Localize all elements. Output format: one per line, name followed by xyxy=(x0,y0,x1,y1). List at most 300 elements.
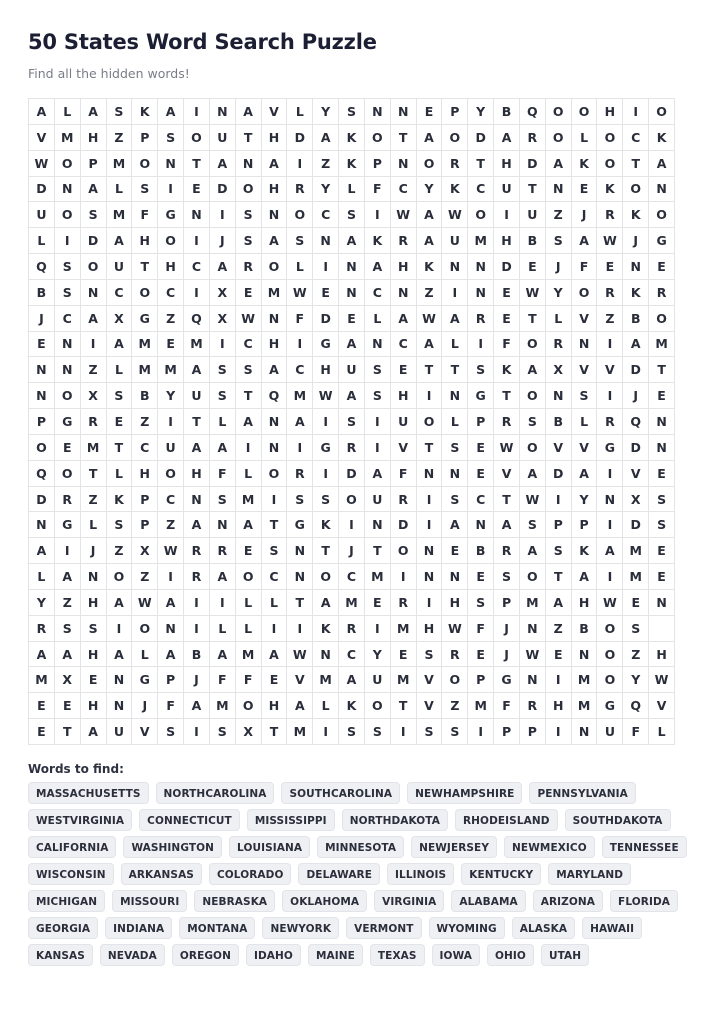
grid-cell[interactable]: G xyxy=(597,693,623,719)
grid-cell[interactable]: E xyxy=(29,693,55,719)
grid-cell[interactable]: L xyxy=(262,590,288,616)
grid-cell[interactable]: K xyxy=(107,487,133,513)
grid-cell[interactable]: M xyxy=(468,228,494,254)
grid-cell[interactable]: E xyxy=(597,254,623,280)
grid-cell[interactable]: N xyxy=(468,512,494,538)
grid-cell[interactable]: X xyxy=(55,667,81,693)
grid-cell[interactable]: V xyxy=(287,667,313,693)
grid-cell[interactable]: O xyxy=(417,151,443,177)
grid-cell[interactable]: N xyxy=(597,487,623,513)
grid-cell[interactable]: A xyxy=(236,99,262,125)
grid-cell[interactable]: Z xyxy=(55,590,81,616)
grid-cell[interactable]: N xyxy=(313,642,339,668)
grid-cell[interactable]: Z xyxy=(313,151,339,177)
grid-cell[interactable]: M xyxy=(365,564,391,590)
grid-cell[interactable]: I xyxy=(417,590,443,616)
grid-cell[interactable]: S xyxy=(55,254,81,280)
grid-cell[interactable]: M xyxy=(313,667,339,693)
grid-cell[interactable]: G xyxy=(597,435,623,461)
grid-cell[interactable]: T xyxy=(184,151,210,177)
grid-cell[interactable]: O xyxy=(55,151,81,177)
grid-cell[interactable]: N xyxy=(55,332,81,358)
grid-cell[interactable]: R xyxy=(520,125,546,151)
grid-cell[interactable]: N xyxy=(365,99,391,125)
grid-cell[interactable]: O xyxy=(572,99,598,125)
grid-cell[interactable]: I xyxy=(623,99,649,125)
grid-cell[interactable]: R xyxy=(391,487,417,513)
grid-cell[interactable]: E xyxy=(55,693,81,719)
grid-cell[interactable]: F xyxy=(494,693,520,719)
grid-cell[interactable]: E xyxy=(649,254,675,280)
grid-cell[interactable]: C xyxy=(132,435,158,461)
grid-cell[interactable]: I xyxy=(365,202,391,228)
grid-cell[interactable]: X xyxy=(623,487,649,513)
grid-cell[interactable]: I xyxy=(339,512,365,538)
grid-cell[interactable]: B xyxy=(520,228,546,254)
grid-cell[interactable]: D xyxy=(623,435,649,461)
grid-cell[interactable]: E xyxy=(623,590,649,616)
grid-cell[interactable]: Z xyxy=(442,693,468,719)
grid-cell[interactable]: O xyxy=(262,461,288,487)
grid-cell[interactable]: V xyxy=(649,693,675,719)
grid-cell[interactable]: F xyxy=(468,616,494,642)
grid-cell[interactable]: Y xyxy=(29,590,55,616)
grid-cell[interactable]: C xyxy=(55,306,81,332)
grid-cell[interactable]: E xyxy=(81,667,107,693)
grid-cell[interactable]: J xyxy=(494,616,520,642)
grid-cell[interactable]: T xyxy=(262,719,288,745)
grid-cell[interactable]: V xyxy=(262,99,288,125)
grid-cell[interactable]: X xyxy=(107,306,133,332)
grid-cell[interactable]: N xyxy=(649,177,675,203)
grid-cell[interactable]: Q xyxy=(29,254,55,280)
grid-cell[interactable]: S xyxy=(339,719,365,745)
grid-cell[interactable]: O xyxy=(313,564,339,590)
grid-cell[interactable]: A xyxy=(55,564,81,590)
grid-cell[interactable]: A xyxy=(417,125,443,151)
grid-cell[interactable]: N xyxy=(546,383,572,409)
grid-cell[interactable]: A xyxy=(262,228,288,254)
grid-cell[interactable]: D xyxy=(339,461,365,487)
grid-cell[interactable]: H xyxy=(313,357,339,383)
grid-cell[interactable]: B xyxy=(184,642,210,668)
grid-cell[interactable]: Y xyxy=(313,99,339,125)
grid-cell[interactable]: R xyxy=(442,151,468,177)
grid-cell[interactable]: T xyxy=(468,151,494,177)
grid-cell[interactable]: I xyxy=(494,202,520,228)
grid-cell[interactable]: S xyxy=(210,357,236,383)
grid-cell[interactable]: A xyxy=(417,228,443,254)
grid-cell[interactable]: B xyxy=(623,306,649,332)
grid-cell[interactable]: S xyxy=(132,177,158,203)
grid-cell[interactable]: C xyxy=(262,564,288,590)
grid-cell[interactable]: S xyxy=(339,202,365,228)
grid-cell[interactable]: Z xyxy=(81,487,107,513)
grid-cell[interactable]: F xyxy=(287,306,313,332)
grid-cell[interactable]: Z xyxy=(81,357,107,383)
grid-cell[interactable]: I xyxy=(597,564,623,590)
grid-cell[interactable]: H xyxy=(262,125,288,151)
grid-cell[interactable]: C xyxy=(339,642,365,668)
grid-cell[interactable]: Q xyxy=(262,383,288,409)
grid-cell[interactable]: D xyxy=(81,228,107,254)
grid-cell[interactable]: R xyxy=(442,642,468,668)
grid-cell[interactable]: O xyxy=(442,125,468,151)
grid-cell[interactable]: I xyxy=(417,383,443,409)
grid-cell[interactable]: L xyxy=(339,177,365,203)
grid-cell[interactable]: I xyxy=(546,667,572,693)
grid-cell[interactable]: S xyxy=(442,719,468,745)
grid-cell[interactable]: Z xyxy=(107,538,133,564)
grid-cell[interactable]: S xyxy=(546,538,572,564)
grid-cell[interactable]: S xyxy=(468,590,494,616)
grid-cell[interactable]: E xyxy=(365,590,391,616)
grid-cell[interactable]: W xyxy=(29,151,55,177)
grid-cell[interactable]: M xyxy=(391,667,417,693)
grid-cell[interactable]: A xyxy=(158,590,184,616)
grid-cell[interactable]: M xyxy=(262,280,288,306)
grid-cell[interactable]: H xyxy=(597,99,623,125)
grid-cell[interactable]: S xyxy=(287,228,313,254)
grid-cell[interactable]: S xyxy=(236,228,262,254)
grid-cell[interactable]: D xyxy=(391,512,417,538)
grid-cell[interactable]: V xyxy=(417,667,443,693)
grid-cell[interactable]: L xyxy=(546,306,572,332)
grid-cell[interactable]: K xyxy=(313,616,339,642)
grid-cell[interactable]: N xyxy=(623,254,649,280)
grid-cell[interactable]: Z xyxy=(623,642,649,668)
grid-cell[interactable]: J xyxy=(623,228,649,254)
grid-cell[interactable]: A xyxy=(236,409,262,435)
grid-cell[interactable]: T xyxy=(262,512,288,538)
grid-cell[interactable]: L xyxy=(81,512,107,538)
grid-cell[interactable]: E xyxy=(55,435,81,461)
grid-cell[interactable]: D xyxy=(520,151,546,177)
grid-cell[interactable]: O xyxy=(520,383,546,409)
grid-cell[interactable]: C xyxy=(391,332,417,358)
grid-cell[interactable]: P xyxy=(494,719,520,745)
grid-cell[interactable]: N xyxy=(339,280,365,306)
grid-cell[interactable]: A xyxy=(313,125,339,151)
grid-cell[interactable]: M xyxy=(29,667,55,693)
grid-cell[interactable]: M xyxy=(184,332,210,358)
grid-cell[interactable]: O xyxy=(520,332,546,358)
grid-cell[interactable]: Z xyxy=(158,512,184,538)
grid-cell[interactable]: F xyxy=(210,461,236,487)
grid-cell[interactable]: D xyxy=(210,177,236,203)
grid-cell[interactable]: A xyxy=(184,435,210,461)
grid-cell[interactable]: N xyxy=(55,357,81,383)
grid-cell[interactable]: R xyxy=(468,306,494,332)
grid-cell[interactable]: Z xyxy=(546,202,572,228)
grid-cell[interactable]: S xyxy=(365,383,391,409)
grid-cell[interactable]: A xyxy=(81,306,107,332)
grid-cell[interactable]: U xyxy=(597,719,623,745)
grid-cell[interactable]: O xyxy=(520,564,546,590)
grid-cell[interactable]: O xyxy=(55,202,81,228)
grid-cell[interactable]: Z xyxy=(546,616,572,642)
grid-cell[interactable]: I xyxy=(158,564,184,590)
grid-cell[interactable]: A xyxy=(29,642,55,668)
grid-cell[interactable]: I xyxy=(236,435,262,461)
grid-cell[interactable]: N xyxy=(442,564,468,590)
grid-cell[interactable]: C xyxy=(339,564,365,590)
grid-cell[interactable]: O xyxy=(520,435,546,461)
grid-cell[interactable]: I xyxy=(597,512,623,538)
grid-cell[interactable]: W xyxy=(520,487,546,513)
grid-cell[interactable]: M xyxy=(55,125,81,151)
grid-cell[interactable]: N xyxy=(417,538,443,564)
grid-cell[interactable]: O xyxy=(391,538,417,564)
grid-cell[interactable]: K xyxy=(339,151,365,177)
grid-cell[interactable]: I xyxy=(597,461,623,487)
grid-cell[interactable]: O xyxy=(649,306,675,332)
grid-cell[interactable]: I xyxy=(287,332,313,358)
grid-cell[interactable]: W xyxy=(494,435,520,461)
grid-cell[interactable]: I xyxy=(365,435,391,461)
grid-cell[interactable]: L xyxy=(236,616,262,642)
grid-cell[interactable]: T xyxy=(55,719,81,745)
grid-cell[interactable]: H xyxy=(81,642,107,668)
grid-cell[interactable]: T xyxy=(417,357,443,383)
grid-cell[interactable]: T xyxy=(313,538,339,564)
grid-cell[interactable]: R xyxy=(494,538,520,564)
grid-cell[interactable]: A xyxy=(339,383,365,409)
grid-cell[interactable]: O xyxy=(546,125,572,151)
letter-grid[interactable] xyxy=(28,98,675,745)
grid-cell[interactable]: W xyxy=(287,280,313,306)
grid-cell[interactable]: S xyxy=(313,487,339,513)
grid-cell[interactable]: T xyxy=(417,435,443,461)
grid-cell[interactable]: A xyxy=(210,151,236,177)
grid-cell[interactable]: A xyxy=(81,177,107,203)
grid-cell[interactable]: J xyxy=(623,383,649,409)
grid-cell[interactable]: O xyxy=(597,125,623,151)
grid-cell[interactable]: G xyxy=(55,512,81,538)
grid-cell[interactable]: H xyxy=(158,254,184,280)
grid-cell[interactable]: S xyxy=(236,357,262,383)
grid-cell[interactable]: J xyxy=(546,254,572,280)
grid-cell[interactable]: W xyxy=(158,538,184,564)
grid-cell[interactable]: E xyxy=(262,667,288,693)
grid-cell[interactable]: A xyxy=(494,512,520,538)
grid-cell[interactable]: M xyxy=(132,357,158,383)
grid-cell[interactable]: N xyxy=(81,564,107,590)
grid-cell[interactable]: O xyxy=(597,667,623,693)
grid-cell[interactable]: A xyxy=(442,512,468,538)
grid-cell[interactable]: A xyxy=(546,590,572,616)
grid-cell[interactable]: R xyxy=(210,538,236,564)
grid-cell[interactable]: J xyxy=(210,228,236,254)
grid-cell[interactable]: N xyxy=(262,409,288,435)
grid-cell[interactable]: N xyxy=(210,99,236,125)
grid-cell[interactable]: K xyxy=(417,254,443,280)
grid-cell[interactable]: O xyxy=(81,254,107,280)
grid-cell[interactable]: K xyxy=(623,280,649,306)
grid-cell[interactable]: E xyxy=(29,719,55,745)
grid-cell[interactable]: N xyxy=(572,332,598,358)
grid-cell[interactable]: F xyxy=(572,254,598,280)
grid-cell[interactable]: L xyxy=(313,693,339,719)
grid-cell[interactable]: W xyxy=(442,202,468,228)
grid-cell[interactable]: N xyxy=(391,280,417,306)
grid-cell[interactable]: G xyxy=(468,383,494,409)
grid-cell[interactable]: E xyxy=(313,280,339,306)
grid-cell[interactable]: L xyxy=(210,409,236,435)
grid-cell[interactable]: H xyxy=(417,616,443,642)
grid-cell[interactable]: A xyxy=(210,435,236,461)
grid-cell[interactable]: H xyxy=(546,693,572,719)
grid-cell[interactable]: T xyxy=(287,590,313,616)
grid-cell[interactable]: O xyxy=(132,151,158,177)
grid-cell[interactable]: S xyxy=(365,719,391,745)
grid-cell[interactable]: I xyxy=(287,616,313,642)
grid-cell[interactable]: N xyxy=(442,254,468,280)
grid-cell[interactable]: N xyxy=(55,177,81,203)
grid-cell[interactable]: T xyxy=(649,357,675,383)
grid-cell[interactable]: H xyxy=(391,254,417,280)
grid-cell[interactable]: Q xyxy=(623,693,649,719)
grid-cell[interactable]: O xyxy=(468,202,494,228)
grid-cell[interactable]: I xyxy=(184,280,210,306)
grid-cell[interactable]: H xyxy=(262,693,288,719)
grid-cell[interactable]: N xyxy=(391,99,417,125)
grid-cell[interactable]: A xyxy=(184,512,210,538)
grid-cell[interactable]: N xyxy=(29,357,55,383)
grid-cell[interactable]: S xyxy=(210,383,236,409)
grid-cell[interactable]: S xyxy=(494,564,520,590)
grid-cell[interactable]: S xyxy=(158,125,184,151)
grid-cell[interactable]: K xyxy=(572,538,598,564)
grid-cell[interactable]: P xyxy=(365,151,391,177)
grid-cell[interactable]: N xyxy=(81,280,107,306)
grid-cell[interactable]: A xyxy=(546,151,572,177)
grid-cell[interactable]: H xyxy=(81,590,107,616)
grid-cell[interactable]: B xyxy=(132,383,158,409)
grid-cell[interactable]: G xyxy=(55,409,81,435)
grid-cell[interactable]: A xyxy=(365,461,391,487)
grid-cell[interactable]: W xyxy=(597,228,623,254)
grid-cell[interactable]: C xyxy=(468,487,494,513)
grid-cell[interactable]: E xyxy=(546,642,572,668)
grid-cell[interactable]: D xyxy=(29,177,55,203)
grid-cell[interactable]: N xyxy=(287,564,313,590)
grid-cell[interactable]: Q xyxy=(623,409,649,435)
grid-cell[interactable]: A xyxy=(107,642,133,668)
grid-cell[interactable]: N xyxy=(107,693,133,719)
grid-cell[interactable]: N xyxy=(262,435,288,461)
grid-cell[interactable]: S xyxy=(417,642,443,668)
grid-cell[interactable]: Q xyxy=(184,306,210,332)
grid-cell[interactable]: H xyxy=(81,125,107,151)
grid-cell[interactable]: H xyxy=(262,177,288,203)
grid-cell[interactable]: W xyxy=(520,280,546,306)
grid-cell[interactable]: S xyxy=(442,487,468,513)
grid-cell[interactable]: I xyxy=(184,228,210,254)
grid-cell[interactable]: R xyxy=(184,564,210,590)
grid-cell[interactable]: I xyxy=(313,254,339,280)
grid-cell[interactable]: M xyxy=(391,616,417,642)
grid-cell[interactable]: I xyxy=(158,177,184,203)
grid-cell[interactable]: R xyxy=(339,616,365,642)
grid-cell[interactable]: F xyxy=(158,693,184,719)
grid-cell[interactable]: I xyxy=(210,202,236,228)
grid-cell[interactable]: N xyxy=(262,306,288,332)
grid-cell[interactable]: M xyxy=(210,693,236,719)
grid-cell[interactable]: O xyxy=(649,99,675,125)
grid-cell[interactable]: U xyxy=(520,202,546,228)
grid-cell[interactable]: D xyxy=(313,306,339,332)
grid-cell[interactable]: I xyxy=(81,332,107,358)
grid-cell[interactable]: V xyxy=(132,719,158,745)
grid-cell[interactable]: N xyxy=(339,254,365,280)
grid-cell[interactable]: G xyxy=(313,332,339,358)
grid-cell[interactable]: O xyxy=(55,461,81,487)
grid-cell[interactable]: X xyxy=(81,383,107,409)
grid-cell[interactable]: S xyxy=(107,512,133,538)
grid-cell[interactable]: O xyxy=(597,151,623,177)
grid-cell[interactable]: I xyxy=(417,487,443,513)
grid-cell[interactable]: I xyxy=(55,538,81,564)
grid-cell[interactable]: Y xyxy=(313,177,339,203)
grid-cell[interactable]: S xyxy=(287,487,313,513)
grid-cell[interactable]: D xyxy=(468,125,494,151)
grid-cell[interactable]: C xyxy=(287,357,313,383)
grid-cell[interactable]: I xyxy=(442,280,468,306)
grid-cell[interactable]: U xyxy=(391,409,417,435)
grid-cell[interactable]: K xyxy=(442,177,468,203)
grid-cell[interactable]: F xyxy=(391,461,417,487)
grid-cell[interactable]: S xyxy=(210,719,236,745)
grid-cell[interactable]: N xyxy=(236,151,262,177)
grid-cell[interactable]: I xyxy=(313,409,339,435)
grid-cell[interactable]: H xyxy=(184,461,210,487)
grid-cell[interactable]: N xyxy=(29,512,55,538)
grid-cell[interactable]: A xyxy=(107,590,133,616)
grid-cell[interactable]: E xyxy=(442,538,468,564)
grid-cell[interactable]: Y xyxy=(417,177,443,203)
grid-cell[interactable]: T xyxy=(494,487,520,513)
grid-cell[interactable]: A xyxy=(184,693,210,719)
grid-cell[interactable]: A xyxy=(442,306,468,332)
grid-cell[interactable]: Y xyxy=(623,667,649,693)
grid-cell[interactable]: R xyxy=(597,409,623,435)
grid-cell[interactable]: P xyxy=(572,512,598,538)
grid-cell[interactable]: T xyxy=(391,693,417,719)
grid-cell[interactable]: N xyxy=(572,642,598,668)
grid-cell[interactable]: A xyxy=(365,254,391,280)
grid-cell[interactable]: V xyxy=(546,435,572,461)
grid-cell[interactable]: M xyxy=(107,151,133,177)
grid-cell[interactable]: V xyxy=(623,461,649,487)
grid-cell[interactable]: S xyxy=(546,228,572,254)
grid-cell[interactable]: A xyxy=(262,357,288,383)
grid-cell[interactable]: V xyxy=(417,693,443,719)
grid-cell[interactable]: P xyxy=(520,719,546,745)
grid-cell[interactable]: D xyxy=(623,512,649,538)
grid-cell[interactable]: J xyxy=(184,667,210,693)
grid-cell[interactable]: N xyxy=(649,590,675,616)
grid-cell[interactable]: P xyxy=(546,512,572,538)
grid-cell[interactable]: A xyxy=(29,99,55,125)
grid-cell[interactable]: Z xyxy=(132,564,158,590)
grid-cell[interactable]: L xyxy=(107,357,133,383)
grid-cell[interactable]: E xyxy=(236,538,262,564)
grid-cell[interactable]: U xyxy=(107,719,133,745)
grid-cell[interactable]: H xyxy=(81,693,107,719)
grid-cell[interactable]: E xyxy=(649,461,675,487)
grid-cell[interactable]: N xyxy=(442,461,468,487)
